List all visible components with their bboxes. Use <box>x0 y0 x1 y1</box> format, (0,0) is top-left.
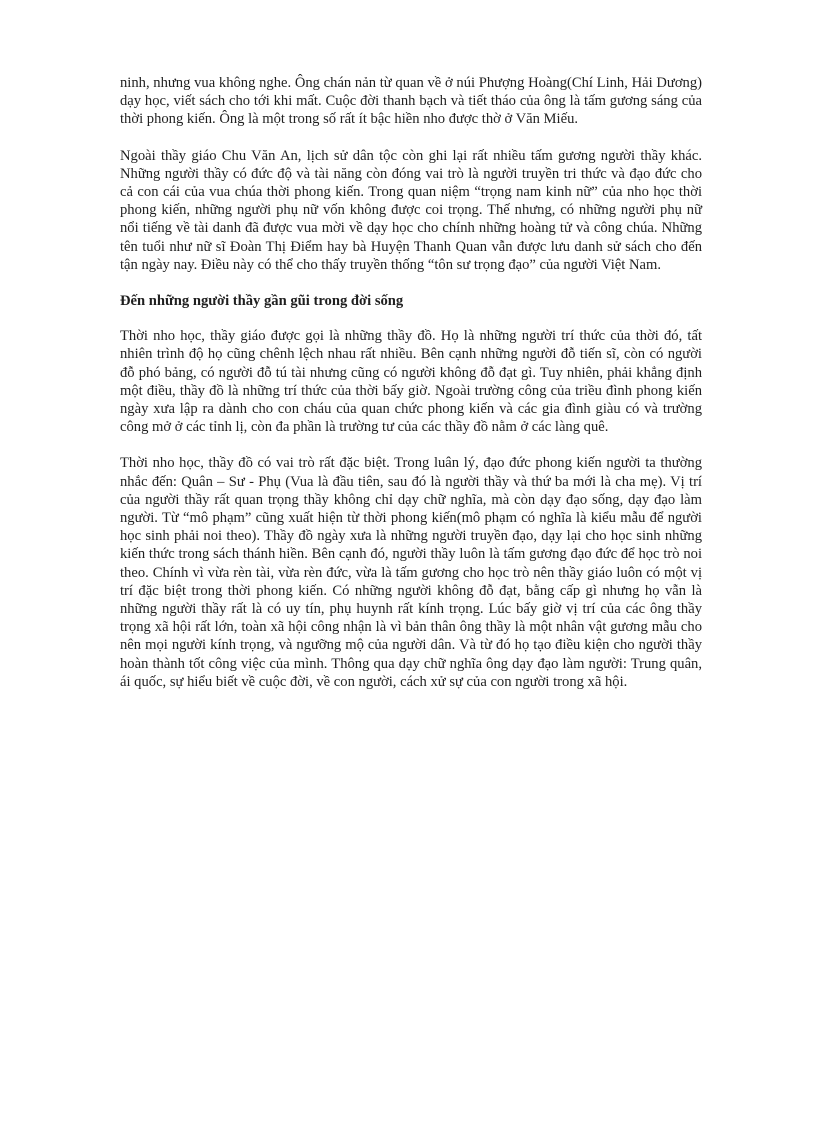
document-page <box>120 74 702 709</box>
section-heading: Đến những người thầy gần gũi trong đời sống <box>120 293 404 310</box>
paragraph-other-teachers: Ngoài thầy giáo Chu Văn An, lịch sử dân tộc còn ghi lại rất nhiều tấm gương người thầy khác. Những người thầy có đức độ và tài năng còn đóng vai trò là người truyền tri thức và đạo đức cho cả con cái của vua chúa thời phong kiến. Trong quan niệm “trọng nam kinh nữ” của nho học thời phong kiến, những người phụ nữ vốn không được coi trọng. Thế nhưng, có những người phụ nữ nổi tiếng về tài danh đã được vua mời về dạy học cho chính những hoàng tử và công chúa. Những tên tuổi như nữ sĩ Đoàn Thị Điểm hay bà Huyện Thanh Quan vẫn được lưu danh sử sách cho đến tận ngày nay. Điều này có thể cho thấy truyền thống “tôn sư trọng đạo” của người Việt Nam. <box>120 147 702 273</box>
paragraph-teacher-role: Thời nho học, thầy đồ có vai trò rất đặc biệt. Trong luân lý, đạo đức phong kiến người ta thường nhắc đến: Quân – Sư - Phụ (Vua là đầu tiên, sau đó là người thầy và thứ ba mới là cha mẹ). Vị trí của người thầy rất quan trọng thầy không chỉ dạy chữ nghĩa, mà còn dạy đạo sống, dạy đạo làm người. Từ “mô phạm” cũng xuất hiện từ thời phong kiến(mô phạm có nghĩa là kiểu mẫu để người học sinh phải noi theo). Thầy đồ ngày xưa là những người truyền đạo, dạy lại cho học sinh những kiến thức trong sách thánh hiền. Bên cạnh đó, người thầy luôn là tấm gương đạo đức để học trò noi theo. Chính vì vừa rèn tài, vừa rèn đức, vừa là tấm gương cho học trò nên thầy giáo luôn có một vị trí đặc biệt trong thời phong kiến. Có những người không đỗ đạt, bằng cấp gì nhưng họ vẫn là những người thầy rất là có uy tín, phụ huynh rất kính trọng. Lúc bấy giờ vị trí của các ông thầy trọng xã hội rất lớn, toàn xã hội công nhận là vì bản thân ông thầy là một nhân vật gương mẫu cho nên mọi người kính trọng, và ngưỡng mộ của người dân. Và từ đó họ tạo điều kiện cho người thầy hoàn thành tốt công việc của mình. Thông qua dạy chữ nghĩa ông dạy đạo làm người: Trung quân, ái quốc, sự hiểu biết về cuộc đời, về con người, cách xử sự của con người trong xã hội. <box>120 455 702 690</box>
paragraph-thay-do: Thời nho học, thầy giáo được gọi là những thầy đồ. Họ là những người trí thức của thời đó, tất nhiên trình độ họ cũng chênh lệch nhau rất nhiều. Bên cạnh những người đỗ tiến sĩ, còn có người đỗ phó bảng, có người đỗ tú tài nhưng cũng có người không đỗ đạt gì. Tuy nhiên, phải khẳng định một điều, thầy đồ là những trí thức của thời bấy giờ. Ngoài trường công của triều đình phong kiến ngày xưa lập ra dành cho con cháu của quan chức phong kiến và các gia đình giàu có và trường công mở ở các tỉnh lị, còn đa phần là trường tư của các thầy đồ nằm ở các làng quê. <box>120 328 702 436</box>
paragraph-chu-van-an-ending: ninh, nhưng vua không nghe. Ông chán nản từ quan về ở núi Phượng Hoàng(Chí Linh, Hải Dương) dạy học, viết sách cho tới khi mất. Cuộc đời thanh bạch và tiết tháo của ông là tấm gương sáng của thời phong kiến. Ông là một trong số rất ít bậc hiền nho được thờ ở Văn Miếu. <box>120 75 702 128</box>
